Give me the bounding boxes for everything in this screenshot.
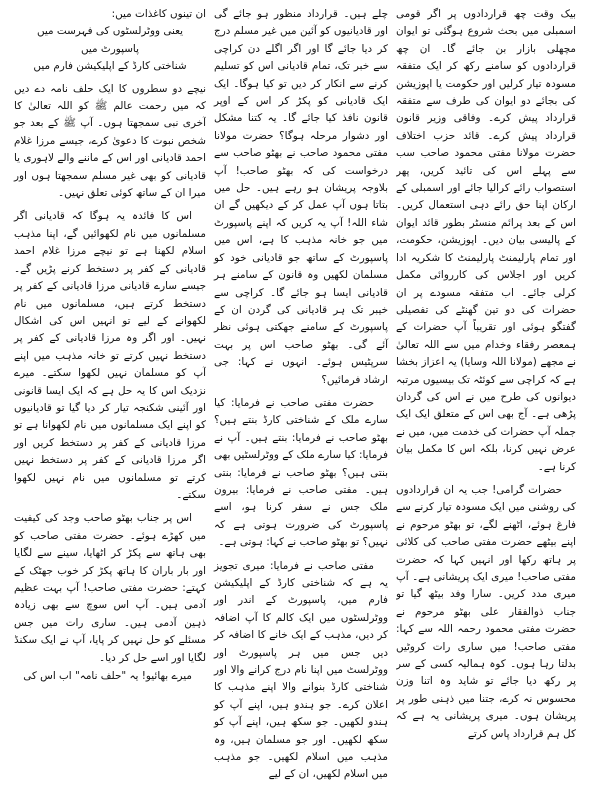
paragraph: حضرات گرامی! جب یہ ان قراردادوں کی روشنی میں ایک مسودہ تیار کرنے سے فارغ ہوئے، اٹھنے لگے، تو بھٹو مرحوم نے اپنے بیٹھے حضرت مفتی صاحب کی کلائی پر ہاتھ رکھا اور انہیں کہا کہ حضرت مفتی صاحب! میری ایک پریشانی ہے۔ آپ میری مدد کریں۔ سارا وفد بیٹھ گیا تو جناب ذوالفقار علی بھٹو مرحوم نے حضرت مفتی محمود رحمہ اللہ سے کہا: مفتی صاحب! میں ساری رات کروٹیں بدلتا رہا ہوں۔ کوہ ہمالیہ کسی کے سر پر رکھ دیا جائے تو شاید وہ اتنا وزن محسوس نہ کرے، جتنا میں ذہنی طور پر پریشان ہوں۔ میری پریشانی یہ ہے کہ کل ہم قرارداد پاس کرتے: [396, 483, 576, 740]
paragraph: میرے بھائیو! یہ "حلف نامہ" اب اس کی: [23, 670, 192, 683]
form-list-item: پاسپورٹ میں: [81, 42, 139, 55]
column-right: [396, 6, 584, 793]
paragraph: نیچے دو سطروں کا ایک حلف نامہ دے دیں کہ میں رحمت عالم ﷺ کو اللہ تعالیٰ کا آخری نبی سمجھتا ہوں۔ آپ ﷺ کے بعد جو شخص نبوت کا دعویٰ کرے، جیسے مرزا غلام احمد قادیانی اور اس کے ماننے والے لاہوری یا قادیانی کو بھی غیر مسلم سمجھتا ہوں اور میرا ان کے ساتھ کوئی تعلق نہیں۔: [14, 82, 206, 200]
form-list-item: شناختی کارڈ کے اپلیکیشن فارم میں: [33, 60, 187, 73]
paragraph: چلے ہیں۔ قرارداد منظور ہو جائے گی اور قادیانیوں کو آئین میں غیر مسلم درج کر دیا جائے گا اور اگر اگلے دن کراچی سے خبر تک، تمام قادیانی اس کو تسلیم کرنے سے انکار کر دیں تو کیا ہوگا۔ ایک ایک قادیانی کو پکڑ کر اس کے اوپر قانون نافذ کیا جائے گا۔ یہ کتنا مشکل اور دشوار مرحلہ ہوگا؟ حضرت مولانا مفتی محمود صاحب نے بھٹو صاحب سے درخواست کی کہ بھٹو صاحب! آپ بلاوجہ پریشان ہو رہے ہیں۔ حل میں بتاتا ہوں آپ عمل کر کے دیکھیں گے ان شاء اللہ! آپ یہ کریں کہ اپنے پاسپورٹ میں جو خانہ مذہب کا ہے، اس میں پاسپورٹ کے ساتھ جو قادیانی خود کو مسلمان لکھیں وہ قانون کے سامنے ہر قادیانی ایسا ہو جائے گا۔ کراچی سے خیبر تک ہر قادیانی کی گردن ان کے پاسپورٹ کے سامنے جھکتی ہوئی نظر آئے گی۔ بھٹو صاحب اس پر بہت سرپٹیس ہوئے۔ انہوں نے کہا: جی ارشاد فرمائیں؟: [214, 8, 388, 386]
paragraph: اس کا فائدہ یہ ہوگا کہ قادیانی اگر مسلمانوں میں نام لکھوائیں گے، اپنا مذہب اسلام لکھنا ہے تو نیچے مرزا غلام احمد قادیانی کے کفر پر دستخط کرنے پڑیں گے۔ جیسے سارے قادیانی مرزا قادیانی کے کفر پر دستخط کرتے ہیں، مسلمانوں میں نام لکھوانے کے لیے تو انہیں اس کی اشکال نہیں۔ اور اگر وہ مرزا قادیانی کے کفر پر دستخط نہیں کرتے تو خانہ مذہب میں اپنے آپ کو مسلمان نہیں لکھوا سکتے۔ میرے نزدیک اس کا یہ حل ہے کہ ایک ایسا قانونی اور آئینی شکنجہ تیار کر دیا گیا تو قادیانیوں کو اپنے ایک مسلمانوں میں نام لکھوانا ہے تو مرزا قادیانی کے کفر پر دستخط کریں اور اگر مرزا قادیانی کے کفر پر دستخط نہیں کرتے تو مسلمانوں میں نام نہیں لکھوا سکتے۔: [14, 210, 206, 501]
column-middle: [206, 6, 396, 793]
paragraph: حضرت مفتی صاحب نے فرمایا: کیا سارے ملک کے شناختی کارڈ بنتے ہیں؟ بھٹو صاحب نے فرمایا: بنتے ہیں۔ آپ نے فرمایا: کیا سارے ملک کے ووٹرلسٹیں بھی بنتی ہیں؟ بھٹو صاحب نے فرمایا: بنتی ہیں۔ مفتی صاحب نے فرمایا: بیرون ملک جس نے سفر کرنا ہو، اسے پاسپورٹ کی ضرورت ہوتی ہے کہ نہیں؟ تو بھٹو صاحب نے کہا: ہوتی ہے۔: [214, 396, 388, 549]
form-list-heading: ان تینوں کاغذات میں:: [111, 8, 206, 20]
paragraph: مفتی صاحب نے فرمایا: میری تجویز یہ ہے کہ شناختی کارڈ کے اپلیکیشن فارم میں، پاسپورٹ کے اندر اور ووٹرلسٹوں میں ایک کالم کا آپ اضافہ کر دیں، مذہب کے ایک خانے کا اضافہ کر دیں جس میں ہر پاسپورٹ اور ووٹرلسٹ میں اپنا نام درج کرانے والا اور شناختی کارڈ بنوانے والا اپنے مذہب کا اعلان کرے۔ جو ہندو ہیں، اپنے آپ کو ہندو لکھیں۔ جو سکھ ہیں، اپنے آپ کو سکھ لکھیں۔ اور جو مسلمان ہیں، وہ مذہب میں اسلام لکھیں۔ جو مذہب میں اسلام لکھیں، ان کے لیے: [214, 559, 388, 781]
paragraph: بیک وقت چھ قراردادوں پر اگر قومی اسمبلی میں بحث شروع ہوگئی تو ایوان مچھلی بازار بن جائے گا۔ ان چھ قراردادوں کو سامنے رکھ کر ایک متفقہ مسودہ تیار کرلیں اور حکومت یا اپوزیشن کی بجائے دو ایوان کی طرف سے متفقہ قرارداد پیش کرے۔ وفاقی وزیر قانون قرارداد پیش کرے۔ قائد حزب اختلاف حضرت مولانا مفتی محمود صاحب سب سے پہلے اس کی تائید کریں، پھر استصواب رائے کرالیا جائے اور اسمبلی کے ارکان اپنا حق رائے دہی استعمال کریں۔ اس کے بعد پرائم منسٹر بطور قائد ایوان کے پالیسی بیان دیں۔ اپوزیشن، حکومت، اور تمام پارلیمنٹ پارلیمنٹ کا شکریہ ادا کریں اور اجلاس کی کارروائی مکمل کرلی جائے۔ اب متفقہ مسودے پر ان حضرات کی دو تین گھنٹے کی تفصیلی گفتگو ہوئی اور تقریباً آپ حضرات کے ہمعصر رفقاء وخدام میں سے اللہ تعالیٰ نے مجھے (مولانا اللہ وسایا) یہ اعزاز بخشا ہے کہ کراچی سے کوئٹہ تک بیسیوں مرتبہ دیوانوں کی طرح میں نے اس کی گردان پڑھی ہے۔ آج بھی اس کے متعلق ایک ایک جملہ آپ حضرات کی خدمت میں، میں نے عرض نہیں کرنا، بلکہ اس کا مکمل بیان کرنا ہے۔: [396, 8, 576, 473]
column-left: [6, 6, 206, 793]
form-list-item: یعنی ووٹرلسٹوں کی فہرست میں: [36, 25, 184, 38]
paragraph: اس پر جناب بھٹو صاحب وجد کی کیفیت میں کھڑے ہوئے۔ حضرت مفتی صاحب کو بھی ہاتھ سے پکڑ کر اٹھایا، سینے سے لگایا اور بار باران کا ہاتھ پکڑ کر خوب جھٹک کے کہتے: حضرت مفتی صاحب! آپ بہت عظیم آدمی ہیں۔ آپ اس سوچ سے بھی زیادہ ذہین آدمی ہیں۔ ساری رات میں جس مسئلے کو حل نہیں کر پایا، آپ نے ایک سکنڈ لگایا اور اسے حل کر دیا۔: [14, 512, 206, 664]
